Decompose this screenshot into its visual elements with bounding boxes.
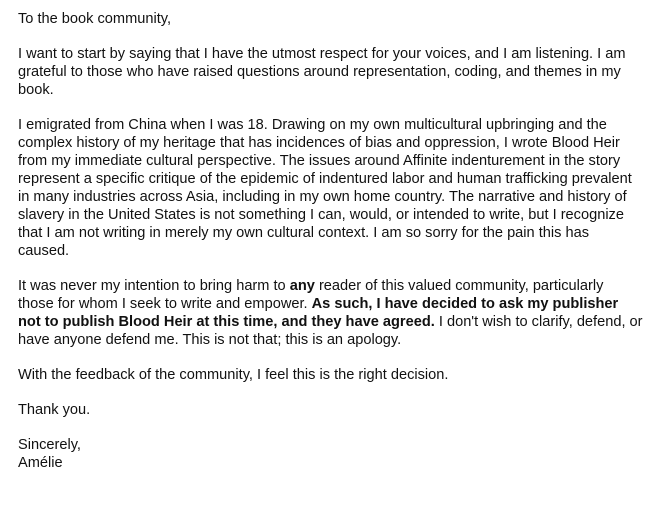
letter-paragraph-1: I want to start by saying that I have the utmost respect for your voices, and I am listening. I am grateful to those who have raised questions around representation, coding, and themes in my book. <box>18 46 626 98</box>
letter-closing: Sincerely, <box>18 437 81 453</box>
letter-paragraph-2: I emigrated from China when I was 18. Drawing on my own multicultural upbringing and the complex history of my heritage that has incidences of bias and oppression, I wrote Blood Heir from my immediate cultural perspective. The issues around Affinite indenturement in the story represent a specific critique of the epidemic of indentured labor and human trafficking prevalent in many industries across Asia, including in my own home country. The narrative and history of slavery in the United States is not something I can, would, or intended to write, but I recognize that I am not writing in merely my own cultural context. I am so sorry for the pain this has caused. <box>18 117 632 259</box>
letter-paragraph-4: With the feedback of the community, I feel this is the right decision. <box>18 367 449 383</box>
paragraph-3-emphasis-decision: As such, I have decided to ask my publisher not to publish Blood Heir at this time, and they have agreed. <box>18 296 619 330</box>
paragraph-3-text-a: It was never my intention to bring harm to <box>18 278 290 294</box>
paragraph-3-emphasis-any: any <box>289 278 315 294</box>
letter-paragraph-3 <box>18 277 643 349</box>
letter-greeting: To the book community, <box>18 11 172 27</box>
letter-thanks: Thank you. <box>18 402 91 418</box>
paragraph-3-text-b: reader of this valued community, particularly those for whom I seek to write and empower. <box>18 278 604 312</box>
letter-signature: Amélie <box>18 455 63 471</box>
paragraph-3-text-c: I don't wish to clarify, defend, or have anyone defend me. This is not that; this is an apology. <box>18 314 643 348</box>
